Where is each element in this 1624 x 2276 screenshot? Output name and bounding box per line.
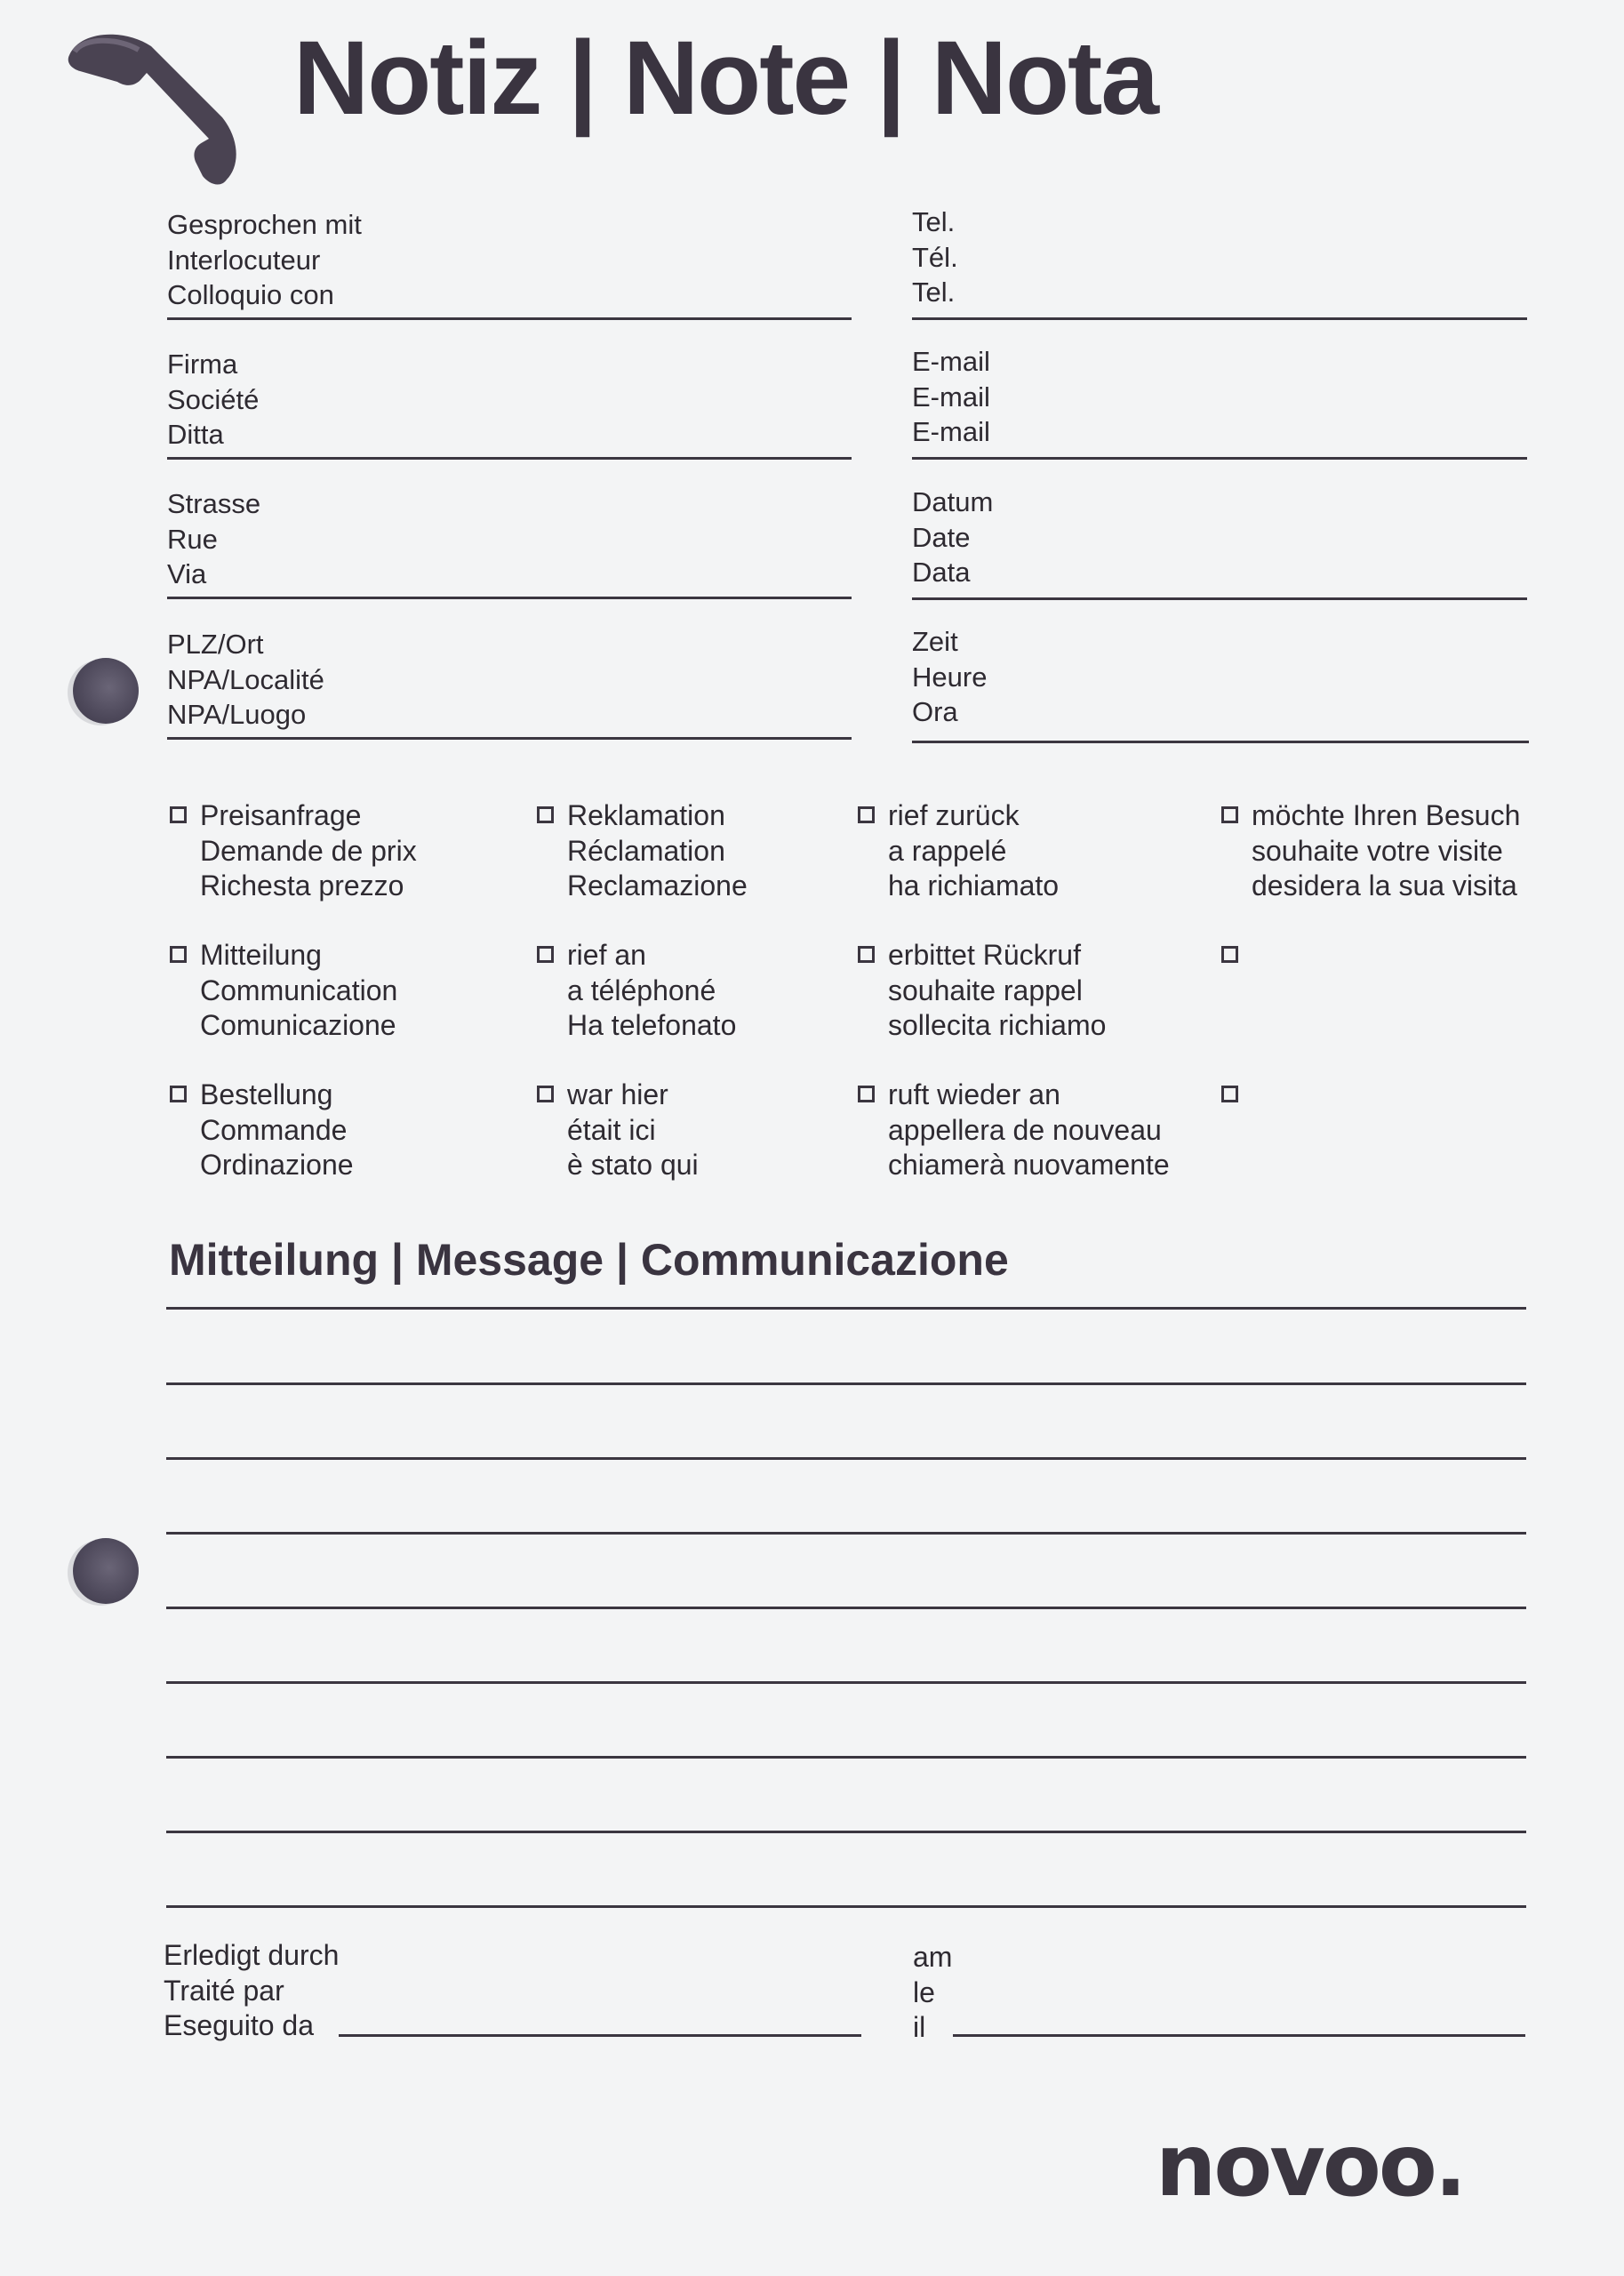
option-label-fr: a rappelé [888,834,1007,867]
field-rule [167,317,852,320]
message-line[interactable] [166,1681,1526,1684]
footer-label-de: Erledigt durch [164,1939,340,1971]
option-label-it: desidera la sua visita [1252,870,1517,902]
field-city[interactable] [167,627,852,742]
on-date-label [913,1940,952,2046]
footer-label-it: Eseguito da [164,2009,315,2041]
checkbox[interactable] [1221,806,1238,823]
option-label-it: Ha telefonato [567,1009,737,1041]
field-label-de: Strasse [167,488,261,519]
checkbox[interactable] [1221,1086,1238,1102]
option-label-de: erbittet Rückruf [888,939,1081,971]
footer-label-it: il [913,2011,926,2043]
option-label-de: rief an [567,939,646,971]
field-street[interactable] [167,486,852,602]
field-label-fr: Interlocuteur [167,244,321,276]
field-label-it: Ditta [167,419,224,450]
page-title: Notiz | Note | Nota [293,20,1157,137]
footer-label-de: am [913,1941,953,1973]
field-label-it: Via [167,558,207,589]
punch-hole-bottom [73,1538,139,1604]
option-label-it: ha richiamato [888,870,1060,902]
field-label-de: PLZ/Ort [167,629,264,660]
field-label-it: Data [912,557,971,588]
field-label-it: Ora [912,696,958,727]
field-email[interactable] [912,344,1527,460]
message-line[interactable] [166,1756,1526,1759]
option-label-it: Reclamazione [567,870,748,902]
checkbox[interactable] [170,946,187,963]
field-label-it: Tel. [912,276,956,308]
option-label-it: Comunicazione [200,1009,396,1041]
option-label-it: Richesta prezzo [200,870,404,902]
message-heading: Mitteilung | Message | Communicazione [169,1235,1009,1285]
message-line[interactable] [166,1532,1526,1535]
field-label-de: Datum [912,486,994,517]
field-label-de: Tel. [912,206,956,237]
message-line[interactable] [166,1831,1526,1833]
option-label-fr: Communication [200,974,398,1006]
field-rule [167,457,852,460]
checkbox[interactable] [858,806,875,823]
field-company[interactable] [167,347,852,462]
message-line[interactable] [166,1905,1526,1908]
field-label-it: Colloquio con [167,279,334,310]
field-label-fr: Date [912,521,971,553]
checkbox[interactable] [537,946,554,963]
option-label-it: Ordinazione [200,1149,354,1181]
option-label-de: rief zurück [888,799,1020,831]
on-date-field[interactable] [953,2034,1525,2037]
field-time[interactable] [912,624,1529,743]
option-label-it: sollecita richiamo [888,1009,1107,1041]
field-label-fr: NPA/Localité [167,663,324,695]
field-label-de: Firma [167,349,238,380]
done-by-label [164,1938,339,2044]
checkbox[interactable] [537,806,554,823]
checkbox[interactable] [170,1086,187,1102]
option-label-de: ruft wieder an [888,1078,1060,1110]
field-label-it: E-mail [912,416,990,447]
field-contact[interactable] [167,207,852,323]
field-label-fr: Rue [167,523,218,555]
field-label-fr: Heure [912,661,988,693]
option-label-de: Bestellung [200,1078,333,1110]
checkbox[interactable] [170,806,187,823]
option-label-de: möchte Ihren Besuch [1252,799,1521,831]
option-label-it: chiamerà nuovamente [888,1149,1170,1181]
checkbox[interactable] [858,946,875,963]
option-label-fr: a téléphoné [567,974,716,1006]
message-line[interactable] [166,1307,1526,1310]
option-label-it: è stato qui [567,1149,699,1181]
option-label-fr: était ici [567,1113,656,1146]
field-phone[interactable] [912,204,1527,320]
footer-label-fr: Traité par [164,1974,284,2007]
option-label-fr: souhaite votre visite [1252,834,1503,867]
field-rule [912,317,1527,320]
checkbox[interactable] [537,1086,554,1102]
field-rule [912,741,1529,743]
telephone-handset-icon [62,20,258,193]
punch-hole-top [73,658,139,724]
option-label-fr: Demande de prix [200,834,417,867]
checkbox[interactable] [858,1086,875,1102]
option-label-de: war hier [567,1078,668,1110]
field-label-de: E-mail [912,346,990,377]
field-rule [167,737,852,740]
message-line[interactable] [166,1607,1526,1609]
field-rule [912,457,1527,460]
field-label-de: Gesprochen mit [167,209,362,240]
message-line[interactable] [166,1382,1526,1385]
field-rule [912,597,1527,600]
done-by-field[interactable] [339,2034,861,2037]
option-label-fr: Commande [200,1113,348,1146]
field-label-fr: Société [167,383,260,415]
option-label-de: Preisanfrage [200,799,362,831]
field-label-fr: Tél. [912,241,958,273]
field-label-it: NPA/Luogo [167,699,307,730]
option-label-de: Mitteilung [200,939,322,971]
option-label-fr: appellera de nouveau [888,1113,1162,1146]
checkbox[interactable] [1221,946,1238,963]
field-date[interactable] [912,485,1527,600]
brand-logo: novoo. [1156,2116,1465,2216]
field-label-de: Zeit [912,626,958,657]
message-line[interactable] [166,1457,1526,1460]
option-label-fr: souhaite rappel [888,974,1083,1006]
option-label-fr: Réclamation [567,834,725,867]
field-label-fr: E-mail [912,381,990,413]
option-label-de: Reklamation [567,799,725,831]
field-rule [167,597,852,599]
footer-label-fr: le [913,1975,935,2008]
